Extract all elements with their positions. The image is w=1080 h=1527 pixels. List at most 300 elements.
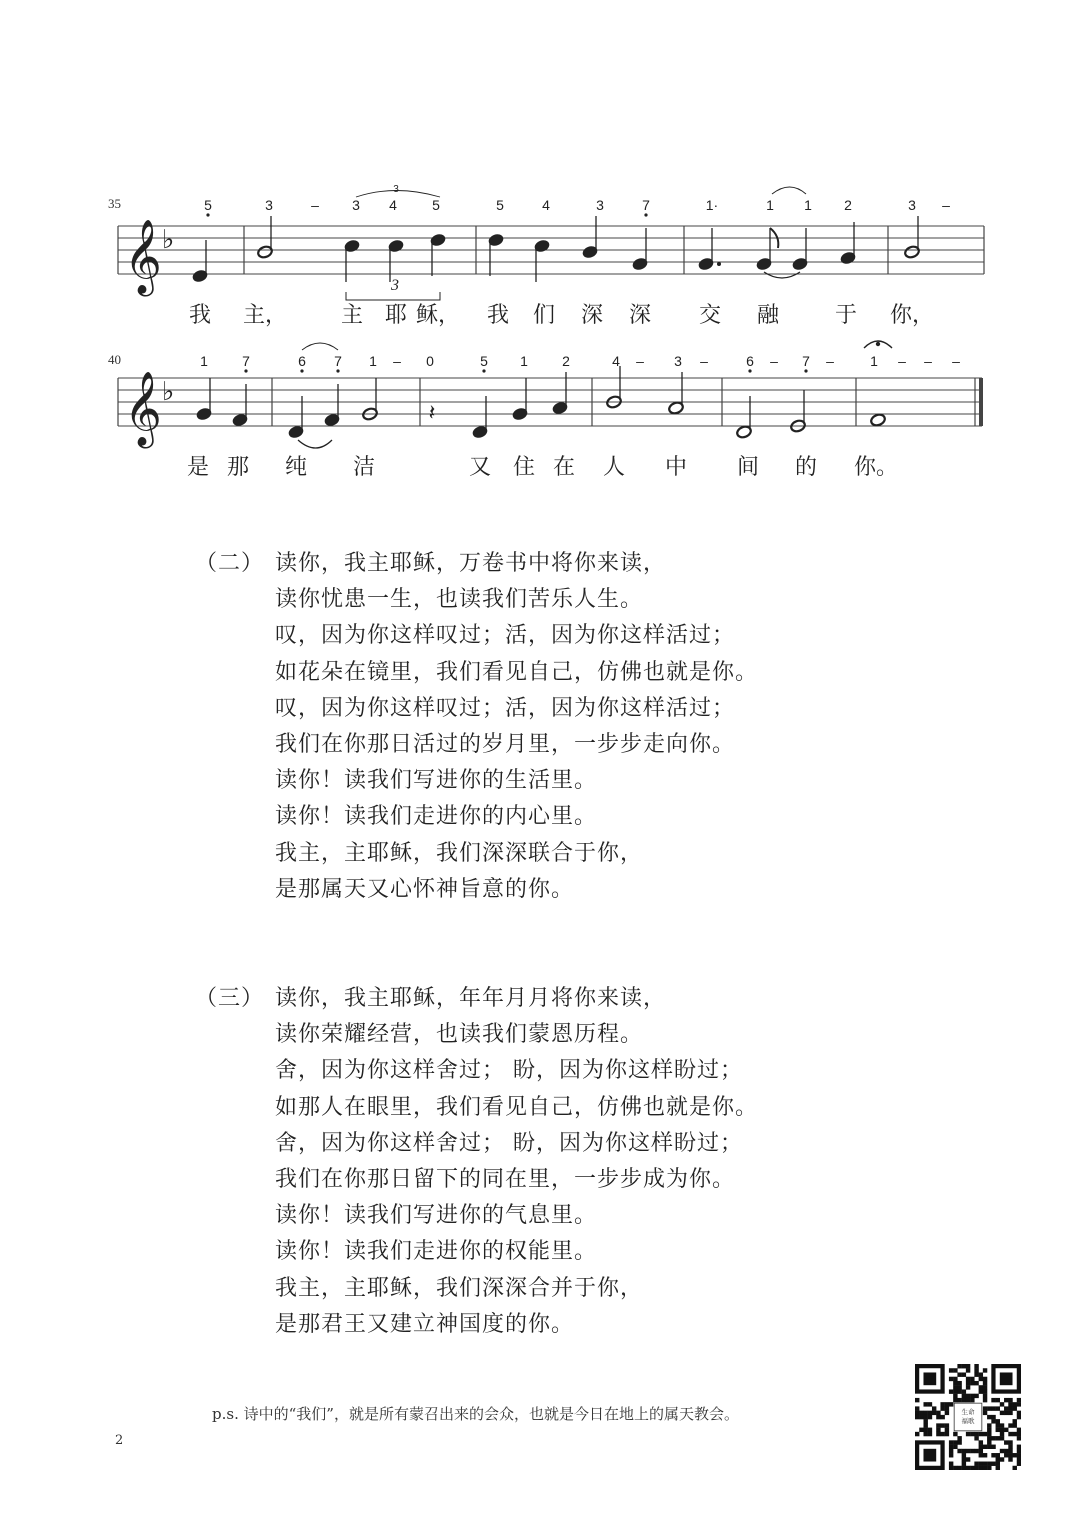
- jianpu-digit: 1: [766, 197, 774, 213]
- triplet-label: 3: [391, 277, 399, 294]
- qr-module: [979, 1453, 983, 1457]
- score-system-2: [118, 341, 983, 480]
- qr-module: [974, 1381, 978, 1385]
- slur-arc: [302, 343, 338, 350]
- qr-module: [983, 1453, 987, 1457]
- jianpu-digit: 1: [520, 353, 528, 369]
- stanza-lines: [275, 981, 758, 1343]
- stanza-line: 读你，我主耶稣，万卷书中将你来读，: [275, 551, 667, 576]
- jianpu-digit: 4: [542, 197, 550, 213]
- jianpu-digit: –: [311, 197, 319, 213]
- qr-module: [949, 1402, 953, 1406]
- qr-module: [940, 1406, 944, 1410]
- qr-module: [945, 1402, 949, 1406]
- qr-module: [966, 1381, 970, 1385]
- qr-module: [983, 1432, 987, 1436]
- lyric-syllable: 又: [468, 455, 492, 480]
- qr-module: [1017, 1415, 1021, 1419]
- octave-dot-low: [748, 369, 751, 372]
- qr-module: [1013, 1406, 1017, 1410]
- stanza-line: 是那君王又建立神国度的你。: [275, 1311, 575, 1337]
- stanza-line: 如那人在眼里，我们看见自己，仿佛也就是你。: [275, 1094, 759, 1120]
- qr-logo-text: 福歌: [961, 1417, 975, 1425]
- qr-module: [923, 1411, 927, 1415]
- qr-module: [983, 1462, 987, 1466]
- qr-module: [966, 1457, 970, 1461]
- stanza-line: 读你，我主耶稣，年年月月将你来读，: [275, 986, 667, 1011]
- lyric-syllable: 人: [602, 455, 626, 480]
- jianpu-digit: –: [770, 353, 778, 369]
- qr-module: [1013, 1432, 1017, 1436]
- qr-module: [966, 1466, 970, 1470]
- qr-module: [957, 1449, 961, 1453]
- qr-module: [983, 1406, 987, 1410]
- fermata-dot: [876, 342, 880, 346]
- jianpu-digit: –: [898, 353, 906, 369]
- stanza-line: 读你忧患一生，也读我们苦乐人生。: [275, 587, 644, 613]
- final-bar: [979, 378, 983, 426]
- qr-module: [996, 1419, 1000, 1423]
- qr-module: [983, 1381, 987, 1385]
- octave-dot-low: [336, 369, 339, 372]
- lyric-syllable: 主，: [242, 303, 288, 328]
- qr-module: [974, 1372, 978, 1376]
- measure-number-35: 35: [108, 196, 121, 211]
- qr-module: [1017, 1402, 1021, 1406]
- qr-module: [915, 1411, 919, 1415]
- qr-module: [940, 1402, 944, 1406]
- triplet-label: 3: [393, 184, 399, 195]
- qr-module: [983, 1389, 987, 1393]
- jianpu-digit: –: [636, 353, 644, 369]
- qr-module: [1017, 1436, 1021, 1440]
- qr-module: [1017, 1445, 1021, 1449]
- jianpu-digit: 1: [870, 353, 878, 369]
- jianpu-digit: 7: [802, 353, 810, 369]
- qr-module: [1013, 1423, 1017, 1427]
- qr-module: [987, 1440, 991, 1444]
- stanza-line: 读你！读我们写进你的生活里。: [275, 768, 598, 794]
- qr-module: [996, 1428, 1000, 1432]
- qr-module: [987, 1462, 991, 1466]
- qr-module: [979, 1377, 983, 1381]
- qr-module: [983, 1445, 987, 1449]
- qr-module: [996, 1466, 1000, 1470]
- qr-module: [1013, 1453, 1017, 1457]
- lyric-syllable: 我: [188, 303, 212, 328]
- qr-module: [919, 1428, 923, 1432]
- qr-module: [996, 1462, 1000, 1466]
- qr-module: [949, 1445, 953, 1449]
- qr-module: [974, 1462, 978, 1466]
- treble-clef-icon: 𝄞: [124, 372, 162, 446]
- qr-module: [966, 1432, 970, 1436]
- lyric-syllable: 中: [664, 455, 688, 480]
- jianpu-digit: 5: [432, 197, 440, 213]
- qr-module: [966, 1368, 970, 1372]
- stanza-line: 叹，因为你这样叹过；活，因为你这样活过；: [275, 623, 736, 649]
- qr-module: [1008, 1432, 1012, 1436]
- lyric-syllable: 交: [698, 303, 722, 328]
- stanza-line: 读你！读我们写进你的气息里。: [275, 1203, 598, 1229]
- qr-module: [966, 1364, 970, 1368]
- qr-module: [1013, 1402, 1017, 1406]
- qr-module: [962, 1394, 966, 1398]
- stanza-line: 叹，因为你这样叹过；活，因为你这样活过；: [275, 695, 736, 721]
- lyric-syllable: 你，: [889, 303, 935, 328]
- page-number: 2: [115, 1433, 124, 1448]
- jianpu-digit: –: [393, 353, 401, 369]
- qr-module: [919, 1415, 923, 1419]
- qr-module: [979, 1372, 983, 1376]
- qr-module: [991, 1415, 995, 1419]
- qr-module: [987, 1432, 991, 1436]
- jianpu-digit: 7: [334, 353, 342, 369]
- jianpu-digit: 1: [804, 197, 812, 213]
- qr-module: [945, 1428, 949, 1432]
- octave-dot-low: [804, 369, 807, 372]
- qr-module: [974, 1432, 978, 1436]
- qr-finder: [1000, 1372, 1013, 1385]
- qr-module: [974, 1449, 978, 1453]
- jianpu-digit: 2: [562, 353, 570, 369]
- qr-module: [979, 1445, 983, 1449]
- qr-module: [966, 1394, 970, 1398]
- qr-module: [915, 1415, 919, 1419]
- qr-module: [1017, 1411, 1021, 1415]
- lyric-syllable: 耶: [384, 303, 408, 328]
- stanza-number: （二）: [195, 551, 265, 576]
- qr-module: [945, 1406, 949, 1410]
- qr-module: [1017, 1398, 1021, 1402]
- qr-module: [970, 1394, 974, 1398]
- qr-module: [987, 1423, 991, 1427]
- qr-module: [1000, 1436, 1004, 1440]
- stanza-line: 我主，主耶稣，我们深深联合于你，: [275, 840, 644, 866]
- qr-module: [940, 1423, 944, 1427]
- qr-module: [949, 1440, 953, 1444]
- jianpu-digit: –: [826, 353, 834, 369]
- jianpu-digit: 7: [242, 353, 250, 369]
- qr-module: [991, 1436, 995, 1440]
- qr-module: [953, 1398, 957, 1402]
- qr-module: [996, 1457, 1000, 1461]
- qr-module: [949, 1389, 953, 1393]
- qr-module: [915, 1398, 919, 1402]
- stanza-line: 读你荣耀经营，也读我们蒙恩历程。: [275, 1022, 644, 1048]
- qr-module: [987, 1406, 991, 1410]
- qr-module: [923, 1415, 927, 1419]
- qr-module: [966, 1398, 970, 1402]
- lyric-syllable: 纯: [284, 455, 308, 480]
- lyric-syllable: 你。: [853, 455, 899, 480]
- qr-module: [996, 1453, 1000, 1457]
- qr-finder: [923, 1449, 936, 1462]
- qr-module: [1008, 1449, 1012, 1453]
- qr-module: [953, 1377, 957, 1381]
- qr-module: [957, 1389, 961, 1393]
- qr-module: [1000, 1411, 1004, 1415]
- qr-module: [936, 1423, 940, 1427]
- qr-module: [949, 1462, 953, 1466]
- stanza-line: 我主，主耶稣，我们深深合并于你，: [275, 1275, 644, 1301]
- qr-module: [923, 1419, 927, 1423]
- qr-module: [996, 1436, 1000, 1440]
- jianpu-digit: 1: [200, 353, 208, 369]
- stanza-line: 舍，因为你这样舍过； 盼，因为你这样盼过；: [275, 1058, 743, 1084]
- stanza-line: 我们在你那日活过的岁月里，一步步走向你。: [275, 732, 736, 758]
- qr-module: [915, 1432, 919, 1436]
- qr-module: [936, 1428, 940, 1432]
- qr-module: [1004, 1440, 1008, 1444]
- flat-icon: ♭: [162, 377, 175, 407]
- note-head: [870, 413, 887, 427]
- jianpu-digit: 1: [369, 353, 377, 369]
- qr-module: [928, 1411, 932, 1415]
- qr-module: [957, 1381, 961, 1385]
- qr-module: [970, 1449, 974, 1453]
- qr-module: [1000, 1423, 1004, 1427]
- qr-module: [966, 1377, 970, 1381]
- jianpu-digit: 3: [674, 353, 682, 369]
- qr-module: [979, 1466, 983, 1470]
- qr-module: [1000, 1449, 1004, 1453]
- qr-module: [970, 1398, 974, 1402]
- qr-module: [962, 1389, 966, 1393]
- lyric-syllable: 住: [512, 455, 536, 480]
- score-system-1: [118, 184, 984, 328]
- qr-module: [1008, 1457, 1012, 1461]
- qr-module: [928, 1428, 932, 1432]
- qr-module: [957, 1466, 961, 1470]
- jianpu-digit: 2: [844, 197, 852, 213]
- qr-module: [1017, 1462, 1021, 1466]
- qr-module: [991, 1445, 995, 1449]
- qr-module: [919, 1411, 923, 1415]
- qr-module: [979, 1389, 983, 1393]
- jianpu-digit: 4: [389, 197, 397, 213]
- qr-module: [966, 1385, 970, 1389]
- qr-module: [962, 1466, 966, 1470]
- jianpu-digit: –: [700, 353, 708, 369]
- qr-module: [1008, 1406, 1012, 1410]
- qr-module: [957, 1385, 961, 1389]
- stanza-lines: [275, 546, 758, 908]
- stanza-line: 如花朵在镜里，我们看见自己，仿佛也就是你。: [275, 659, 759, 685]
- qr-module: [974, 1364, 978, 1368]
- footnote: p.s. 诗中的“我们”，就是所有蒙召出来的会众，也就是今日在地上的属天教会。: [212, 1405, 739, 1423]
- lyric-syllable: 那: [226, 455, 250, 480]
- stanza-line: 是那属天又心怀神旨意的你。: [275, 876, 575, 902]
- jianpu-digit: 5: [480, 353, 488, 369]
- qr-module: [949, 1449, 953, 1453]
- qr-module: [928, 1402, 932, 1406]
- qr-module: [991, 1398, 995, 1402]
- qr-module: [970, 1381, 974, 1385]
- qr-module: [962, 1398, 966, 1402]
- qr-finder: [923, 1372, 936, 1385]
- qr-module: [991, 1406, 995, 1410]
- qr-module: [1017, 1449, 1021, 1453]
- lyric-syllable: 我: [486, 303, 510, 328]
- qr-module: [966, 1449, 970, 1453]
- qr-module: [949, 1453, 953, 1457]
- lyric-syllable: 稣，: [415, 303, 461, 328]
- qr-module: [1017, 1453, 1021, 1457]
- qr-module: [1008, 1423, 1012, 1427]
- stanza-line: 我们在你那日留下的同在里，一步步成为你。: [275, 1167, 736, 1193]
- octave-dot-low: [644, 213, 647, 216]
- qr-module: [983, 1411, 987, 1415]
- qr-module: [1004, 1398, 1008, 1402]
- qr-module: [1008, 1440, 1012, 1444]
- qr-module: [940, 1432, 944, 1436]
- qr-module: [953, 1389, 957, 1393]
- jianpu-digit: –: [924, 353, 932, 369]
- qr-module: [928, 1432, 932, 1436]
- qr-module: [979, 1440, 983, 1444]
- qr-module: [996, 1406, 1000, 1410]
- qr-module: [974, 1394, 978, 1398]
- qr-module: [1004, 1428, 1008, 1432]
- qr-module: [979, 1432, 983, 1436]
- qr-module: [1000, 1402, 1004, 1406]
- stanza-line: 读你！读我们走进你的内心里。: [275, 804, 598, 830]
- qr-module: [932, 1406, 936, 1410]
- flat-icon: ♭: [162, 225, 175, 255]
- octave-dot-low: [300, 369, 303, 372]
- lyric-syllable: 的: [794, 455, 818, 480]
- qr-logo-text: 生命: [961, 1408, 975, 1416]
- qr-code[interactable]: [915, 1364, 1021, 1470]
- qr-module: [957, 1372, 961, 1376]
- qr-module: [983, 1368, 987, 1372]
- jianpu-digit: 3: [265, 197, 273, 213]
- qr-module: [979, 1462, 983, 1466]
- qr-module: [953, 1432, 957, 1436]
- quarter-rest-icon: 𝄽: [428, 401, 436, 426]
- qr-module: [1008, 1411, 1012, 1415]
- slur-arc: [298, 440, 332, 448]
- qr-module: [949, 1377, 953, 1381]
- augmentation-dot: [717, 262, 721, 266]
- qr-module: [987, 1436, 991, 1440]
- qr-module: [1004, 1453, 1008, 1457]
- qr-module: [974, 1466, 978, 1470]
- lyric-syllable: 深: [580, 303, 604, 328]
- qr-module: [970, 1377, 974, 1381]
- qr-module: [936, 1415, 940, 1419]
- qr-module: [953, 1385, 957, 1389]
- stanza-line: 读你！读我们走进你的权能里。: [275, 1239, 598, 1265]
- stanza-number: （三）: [195, 986, 265, 1011]
- music-score: [0, 0, 1080, 500]
- qr-module: [923, 1432, 927, 1436]
- jianpu-digit: 4: [612, 353, 620, 369]
- qr-module: [1000, 1432, 1004, 1436]
- qr-module: [1017, 1428, 1021, 1432]
- jianpu-digit: 3: [352, 197, 360, 213]
- qr-module: [1000, 1428, 1004, 1432]
- qr-module: [945, 1423, 949, 1427]
- qr-module: [1013, 1419, 1017, 1423]
- jianpu-digit: 5: [204, 197, 212, 213]
- qr-module: [962, 1462, 966, 1466]
- jianpu-digit: 1·: [705, 197, 719, 213]
- lyric-syllable: 深: [628, 303, 652, 328]
- qr-module: [953, 1466, 957, 1470]
- qr-module: [936, 1411, 940, 1415]
- octave-dot-low: [206, 213, 209, 216]
- qr-module: [991, 1462, 995, 1466]
- lyric-syllable: 是: [186, 455, 210, 480]
- qr-module: [962, 1449, 966, 1453]
- qr-module: [949, 1368, 953, 1372]
- jianpu-digit: 3: [908, 197, 916, 213]
- qr-module: [962, 1372, 966, 1376]
- qr-module: [983, 1377, 987, 1381]
- qr-module: [953, 1440, 957, 1444]
- stanza-line: 舍，因为你这样舍过； 盼，因为你这样盼过；: [275, 1130, 743, 1156]
- lyric-syllable: 在: [552, 455, 576, 480]
- qr-module: [957, 1364, 961, 1368]
- qr-module: [945, 1411, 949, 1415]
- qr-module: [915, 1406, 919, 1410]
- qr-module: [932, 1411, 936, 1415]
- qr-module: [1008, 1445, 1012, 1449]
- jianpu-digit: 3: [596, 197, 604, 213]
- qr-module: [983, 1398, 987, 1402]
- qr-module: [962, 1364, 966, 1368]
- jianpu-digit: –: [952, 353, 960, 369]
- tie-arc: [772, 187, 806, 194]
- lyric-syllable: 间: [736, 455, 760, 480]
- tie-arc: [764, 272, 800, 278]
- qr-module: [928, 1415, 932, 1419]
- qr-module: [983, 1466, 987, 1470]
- qr-module: [996, 1398, 1000, 1402]
- qr-module: [1000, 1457, 1004, 1461]
- qr-module: [953, 1394, 957, 1398]
- qr-module: [945, 1432, 949, 1436]
- qr-module: [974, 1368, 978, 1372]
- qr-module: [1017, 1432, 1021, 1436]
- qr-module: [979, 1449, 983, 1453]
- lyric-syllable: 于: [834, 303, 858, 328]
- qr-module: [987, 1428, 991, 1432]
- qr-module: [970, 1432, 974, 1436]
- qr-module: [936, 1432, 940, 1436]
- octave-dot-low: [482, 369, 485, 372]
- qr-module: [970, 1466, 974, 1470]
- qr-module: [953, 1381, 957, 1385]
- jianpu-digit: 6: [746, 353, 754, 369]
- qr-module: [991, 1453, 995, 1457]
- qr-module: [957, 1440, 961, 1444]
- qr-module: [979, 1385, 983, 1389]
- qr-module: [996, 1423, 1000, 1427]
- qr-module: [953, 1368, 957, 1372]
- qr-module: [991, 1419, 995, 1423]
- qr-module: [1008, 1398, 1012, 1402]
- qr-module: [1013, 1466, 1017, 1470]
- qr-module: [940, 1415, 944, 1419]
- qr-module: [1004, 1406, 1008, 1410]
- octave-dot-low: [244, 369, 247, 372]
- qr-module: [949, 1466, 953, 1470]
- qr-module: [974, 1436, 978, 1440]
- lyric-syllable: 们: [532, 303, 556, 328]
